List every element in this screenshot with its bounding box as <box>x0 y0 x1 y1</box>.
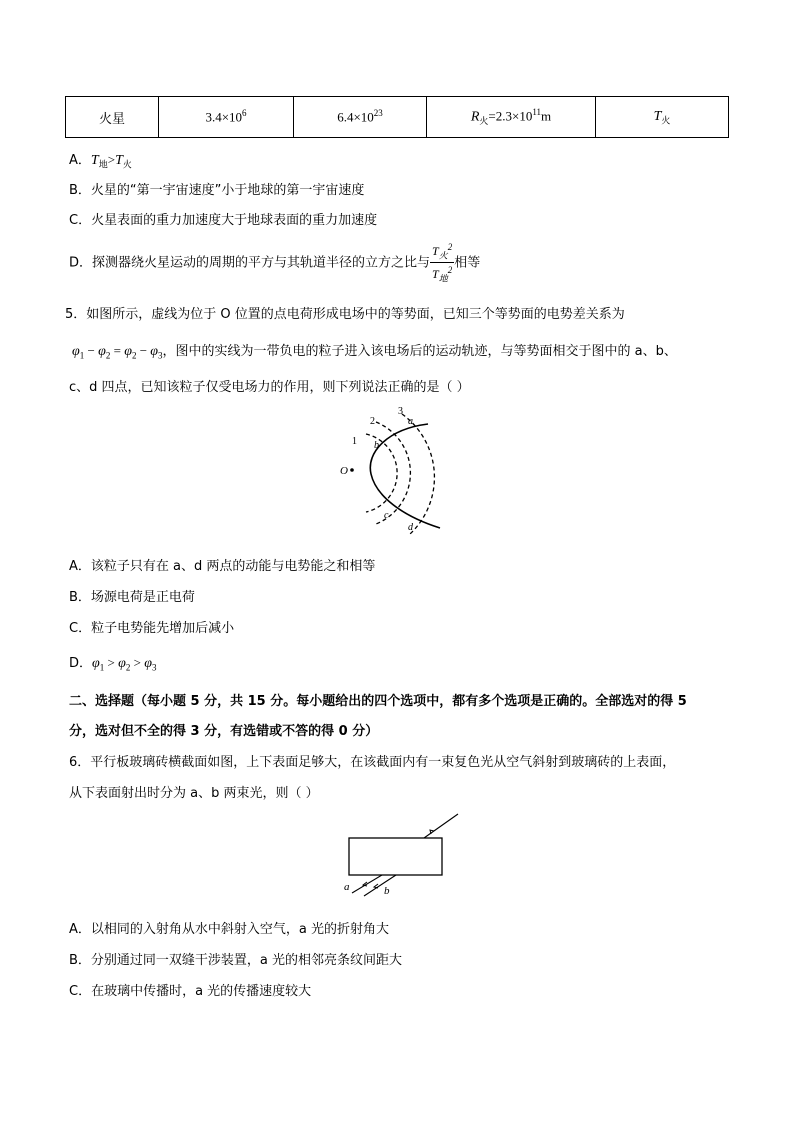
period-ratio-fraction <box>430 240 454 286</box>
ray-label-a: a <box>344 881 350 893</box>
option-text: D．探测器绕火星运动的周期的平方与其轨道半径的立方之比与 <box>69 255 431 271</box>
cell-radius: 3.4×10 <box>205 109 243 125</box>
cell-orbit-sub: 火 <box>479 115 489 126</box>
cell-period-symbol: T <box>653 108 662 124</box>
table-cell <box>294 97 427 138</box>
particle-trajectory <box>370 424 440 528</box>
cell-mass-exp: 23 <box>373 108 383 119</box>
greater-than: > <box>107 152 116 167</box>
table-cell <box>427 97 596 138</box>
numerator-sub: 火 <box>438 250 448 261</box>
cell-mass: 6.4×10 <box>337 109 374 125</box>
denominator: T <box>432 267 439 282</box>
label-b: b <box>374 440 379 451</box>
glass-slab <box>349 838 442 875</box>
numerator-sup: 2 <box>447 242 453 252</box>
glass-slab-figure <box>334 808 464 898</box>
label-2: 2 <box>370 416 375 427</box>
q5-option-b: B．场源电荷是正电荷 <box>69 590 195 605</box>
q6-stem-line2: 从下表面射出时分为 a、b 两束光，则（ ） <box>69 786 319 801</box>
symbol-t: T <box>90 153 99 168</box>
planet-data-table <box>65 96 729 138</box>
numerator: T <box>432 244 439 258</box>
option-tail: 相等 <box>454 255 481 271</box>
cell-orbit-symbol: R <box>470 109 480 125</box>
point-o <box>350 468 354 472</box>
ray-label-b: b <box>384 885 390 897</box>
q6-option-b: B．分别通过同一双缝干涉装置，a 光的相邻亮条纹间距大 <box>69 953 403 968</box>
equipotential-2 <box>376 422 410 524</box>
label-d: d <box>408 522 413 533</box>
q5-option-a: A．该粒子只有在 a、d 两点的动能与电势能之和相等 <box>69 559 376 574</box>
cell-period-sub: 火 <box>661 115 671 126</box>
q5-option-c: C．粒子电势能先增加后减小 <box>69 621 235 636</box>
q5-stem-line2: $\varphi_1 - \varphi_2 = \varphi_2 - \varphi_3$，图中的实线为一带负电的粒子进入该电场后的运动轨迹，与等势面相交于图中的 a、b、 <box>72 343 677 361</box>
label-c: c <box>384 510 389 521</box>
q6-option-a: A．以相同的入射角从水中斜射入空气，a 光的折射角大 <box>69 922 389 937</box>
denominator-sub: 地 <box>438 273 448 284</box>
q5-stem-line1: 5．如图所示，虚线为位于 O 位置的点电荷形成电场中的等势面，已知三个等势面的电势差关系为 <box>65 307 625 322</box>
label-1: 1 <box>352 436 357 447</box>
q6-option-c: C．在玻璃中传播时，a 光的传播速度较大 <box>69 984 312 999</box>
label-a: a <box>408 416 413 427</box>
label-o: O <box>340 465 348 477</box>
cell-radius-exp: 6 <box>242 108 247 119</box>
label-3: 3 <box>398 406 403 417</box>
denominator-sup: 2 <box>447 265 453 276</box>
q4-option-c: C．火星表面的重力加速度大于地球表面的重力加速度 <box>69 213 378 228</box>
q4-option-b: B．火星的“第一宇宙速度”小于地球的第一宇宙速度 <box>69 183 365 198</box>
section2-heading-line1: 二、选择题（每小题 5 分，共 15 分。每小题给出的四个选项中，都有多个选项是正确的。全部选对的得 5 <box>69 694 687 709</box>
subscript: 火 <box>122 160 132 171</box>
stem-text: ，图中的实线为一带负电的粒子进入该电场后的运动轨迹，与等势面相交于图中的 a、b、 <box>162 344 677 359</box>
table-cell <box>596 97 729 138</box>
q4-option-a <box>69 149 132 171</box>
equipotential-figure <box>328 404 448 542</box>
cell-orbit-unit: m <box>541 108 552 124</box>
option-label: A． <box>69 153 91 168</box>
cell-orbit-exp: 11 <box>532 107 542 118</box>
cell-orbit-value: =2.3×10 <box>488 108 533 124</box>
subscript: 地 <box>98 160 108 171</box>
equipotential-3 <box>402 414 434 534</box>
cell-planet: 火星 <box>98 111 125 127</box>
phi-symbol: φ <box>72 344 80 359</box>
q4-option-d <box>69 240 480 286</box>
table-cell <box>159 97 294 138</box>
q5-option-d: D．$\varphi_1 > \varphi_2 > \varphi_3$ <box>69 655 157 673</box>
option-label: D． <box>69 656 93 671</box>
table-row <box>66 97 729 138</box>
q5-stem-line3: c、d 四点，已知该粒子仅受电场力的作用，则下列说法正确的是（ ） <box>69 380 470 395</box>
q6-stem-line1: 6．平行板玻璃砖横截面如图，上下表面足够大，在该截面内有一束复色光从空气斜射到玻璃砖的上表面， <box>69 755 676 770</box>
symbol-t: T <box>115 153 123 168</box>
section2-heading-line2: 分，选对但不全的得 3 分，有选错或不答的得 0 分） <box>69 724 379 739</box>
table-cell <box>66 97 159 138</box>
